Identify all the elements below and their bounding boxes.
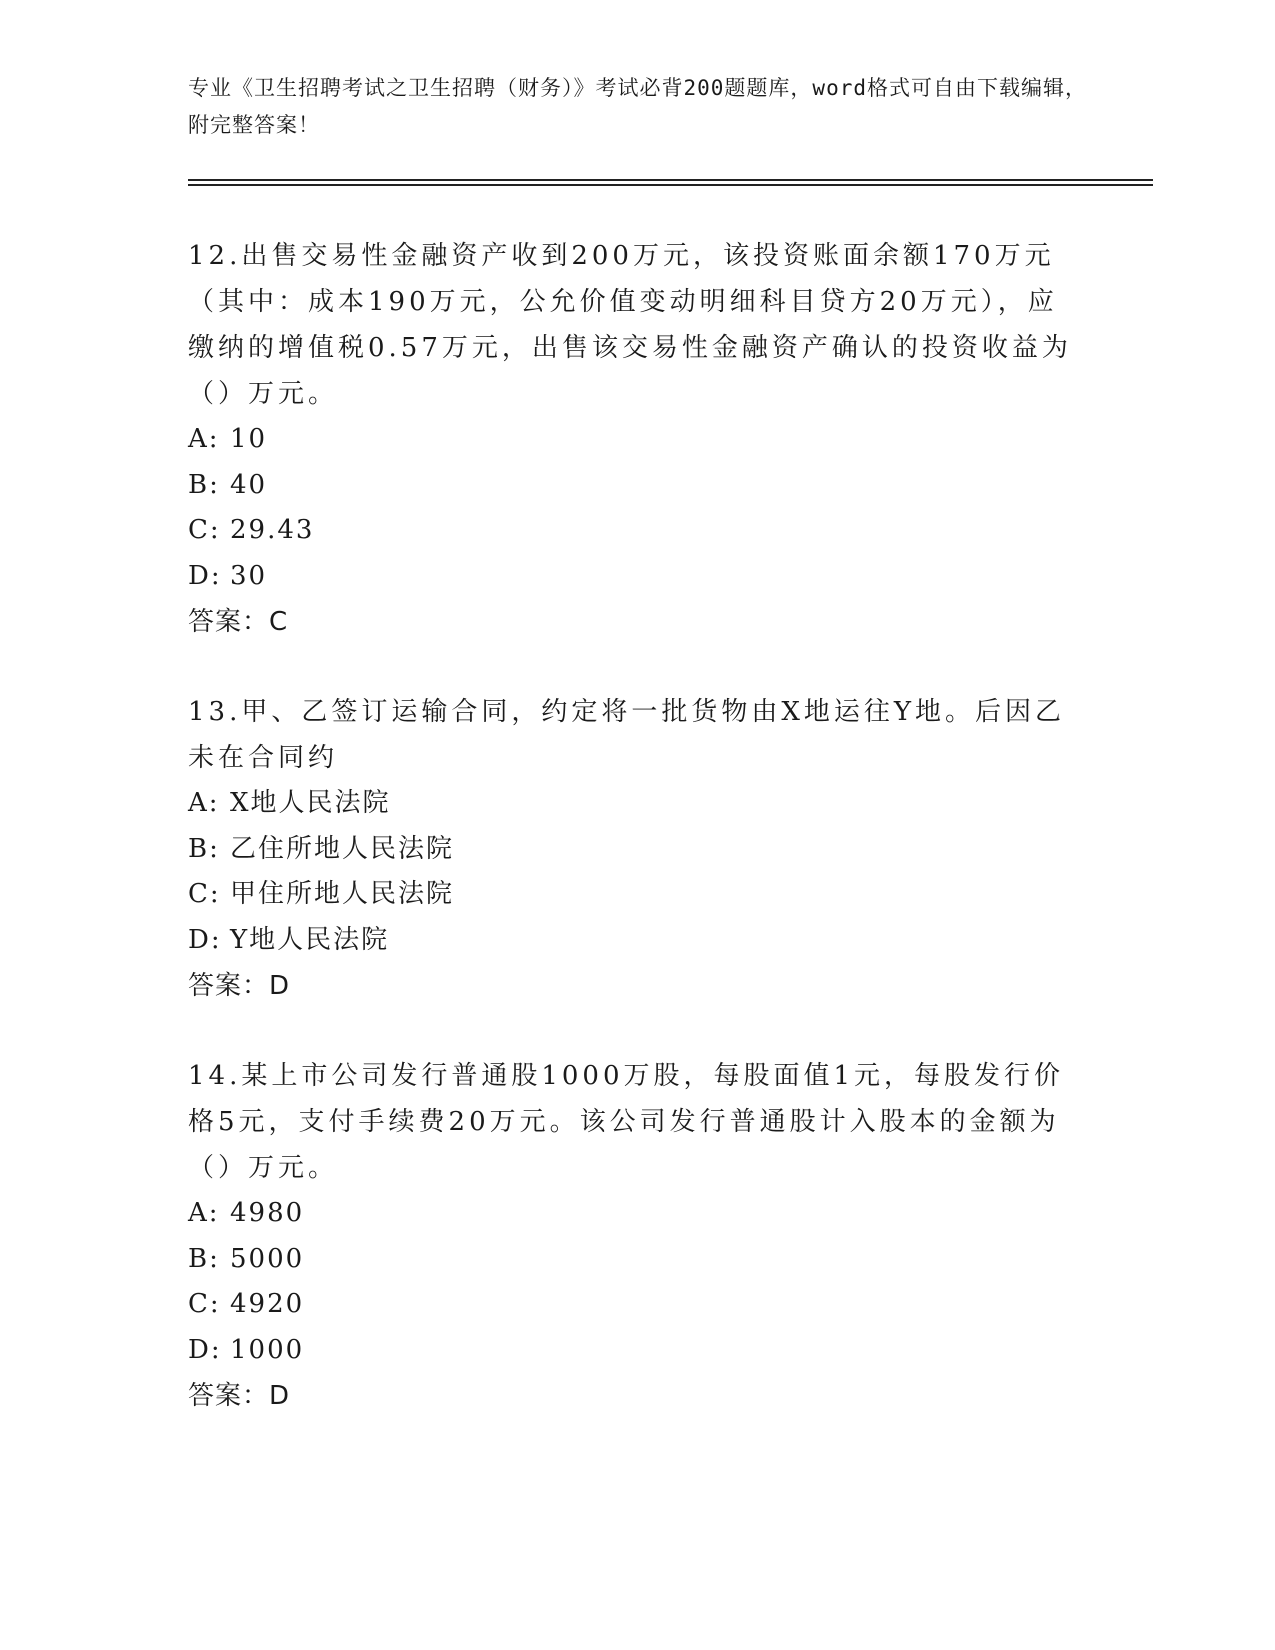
option-c xyxy=(188,1282,1078,1328)
question-item xyxy=(188,1053,1078,1419)
header-divider-bottom xyxy=(188,184,1153,186)
option-value: 乙住所地人民法院 xyxy=(230,833,455,864)
option-c xyxy=(188,872,1078,918)
option-value: 30 xyxy=(230,560,268,591)
option-d xyxy=(188,1328,1078,1374)
option-value: 10 xyxy=(230,424,268,454)
option-value: 5000 xyxy=(230,1243,305,1274)
option-key: C: xyxy=(188,1289,221,1319)
option-value: 甲住所地人民法院 xyxy=(230,879,455,909)
question-text: 14.某上市公司发行普通股1000万股，每股面值1元，每股发行价格5元，支付手续费20万元。该公司发行普通股计入股本的金额为（）万元。 xyxy=(188,1061,1065,1183)
option-key: B: xyxy=(188,469,220,500)
option-b xyxy=(188,1237,1078,1283)
option-a xyxy=(188,417,1078,463)
option-key: A: xyxy=(188,1198,220,1228)
option-d xyxy=(188,918,1078,964)
option-value: Y地人民法院 xyxy=(230,924,390,955)
answer-line: 答案：D xyxy=(188,971,291,1001)
option-key: D: xyxy=(188,924,222,955)
option-a xyxy=(188,781,1078,827)
option-key: C: xyxy=(188,879,221,909)
document-header: 专业《卫生招聘考试之卫生招聘（财务）》考试必背200题题库，word格式可自由下载编辑，附完整答案！ xyxy=(188,76,1087,137)
question-item xyxy=(188,233,1078,645)
option-b xyxy=(188,463,1078,509)
option-key: A: xyxy=(188,424,220,454)
option-value: 1000 xyxy=(230,1334,305,1365)
answer-line: 答案：C xyxy=(188,607,289,637)
option-key: A: xyxy=(188,788,220,818)
question-text: 13.甲、乙签订运输合同，约定将一批货物由X地运往Y地。后因乙未在合同约 xyxy=(188,697,1066,773)
answer-line: 答案：D xyxy=(188,1381,291,1411)
header-divider-top xyxy=(188,179,1153,181)
option-value: X地人民法院 xyxy=(230,788,391,818)
question-text: 12.出售交易性金融资产收到200万元，该投资账面余额170万元（其中：成本190万元，公允价值变动明细科目贷方20万元），应缴纳的增值税0.57万元，出售该交易性金融资产确认的投资收益为（）万元。 xyxy=(188,241,1072,409)
option-d xyxy=(188,554,1078,600)
option-value: 4980 xyxy=(230,1198,305,1228)
option-key: B: xyxy=(188,1243,220,1274)
question-item xyxy=(188,689,1078,1009)
option-key: B: xyxy=(188,833,220,864)
option-value: 29.43 xyxy=(230,515,315,545)
option-a xyxy=(188,1191,1078,1237)
option-key: D: xyxy=(188,560,222,591)
option-c xyxy=(188,508,1078,554)
option-key: D: xyxy=(188,1334,222,1365)
option-key: C: xyxy=(188,515,221,545)
option-value: 4920 xyxy=(230,1289,305,1319)
option-b xyxy=(188,827,1078,873)
option-value: 40 xyxy=(230,469,268,500)
